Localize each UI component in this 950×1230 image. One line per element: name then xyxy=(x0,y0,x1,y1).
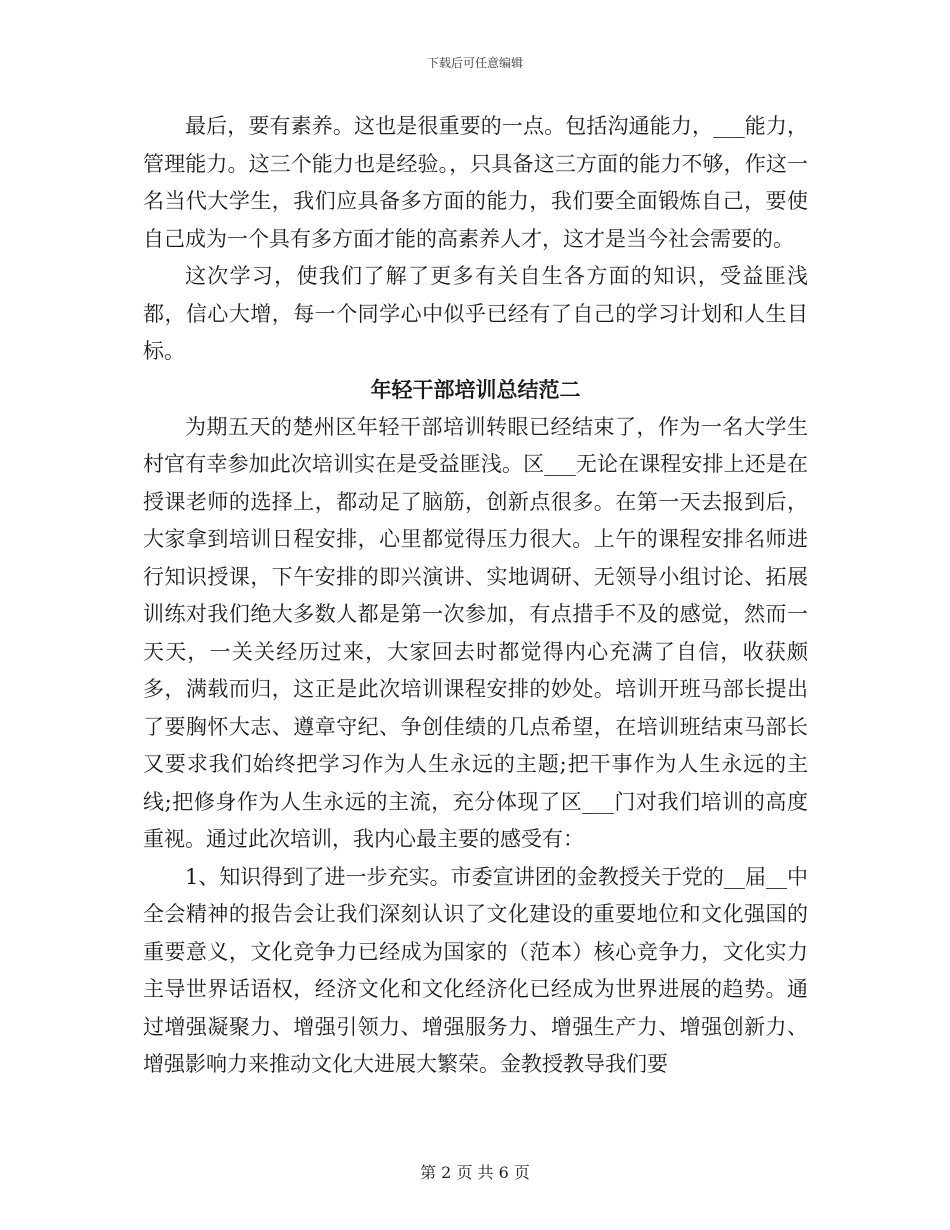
section-title: 年轻干部培训总结范二 xyxy=(370,377,581,402)
paragraph: 为期五天的楚州区年轻干部培训转眼已经结束了，作为一名大学生村官有幸参加此次培训实在是受益匪浅。区___无论在课程安排上还是在授课老师的选择上，都动足了脑筋，创新点很多。在第一天去报到后，大家拿到培训日程安排，心里都觉得压力很大。上午的课程安排名师进行知识授课，下午安排的即兴演讲、实地调研、无领导小组讨论、拓展训练对我们绝大多数人都是第一次参加，有点措手不及的感觉，然而一天天，一关关经历过来，大家回去时都觉得内心充满了自信，收获颇多，满载而归，这正是此次培训课程安排的妙处。培训开班马部长提出了要胸怀大志、遵章守纪、争创佳绩的几点希望，在培训班结束马部长又要求我们始终把学习作为人生永远的主题;把干事作为人生永远的主线;把修身作为人生永远的主流，充分体现了区___门对我们培训的高度重视。通过此次培训，我内心最主要的感受有： xyxy=(143,414,808,851)
document-body xyxy=(143,108,808,1084)
paragraph: 1、知识得到了进一步充实。市委宣讲团的金教授关于党的__届__中全会精神的报告会让我们深刻认识了文化建设的重要地位和文化强国的重要意义，文化竞争力已经成为国家的（范本）核心竞争力，文化实力主导世界话语权，经济文化和文化经济化已经成为世界进展的趋势。通过增强凝聚力、增强引领力、增强服务力、增强生产力、增强创新力、增强影响力来推动文化大进展大繁荣。金教授教导我们要 xyxy=(143,864,808,1076)
paragraph: 最后，要有素养。这也是很重要的一点。包括沟通能力，___能力，管理能力。这三个能力也是经验。，只具备这三方面的能力不够，作这一名当代大学生，我们应具备多方面的能力，我们要全面锻炼自己，要使自己成为一个具有多方面才能的高素养人才，这才是当今社会需要的。 xyxy=(143,114,808,251)
page-header: 下载后可任意编辑 xyxy=(426,56,523,70)
page-footer: 第 2 页 共 6 页 xyxy=(420,1163,530,1182)
paragraph: 这次学习，使我们了解了更多有关自生各方面的知识，受益匪浅都，信心大增，每一个同学心中似乎已经有了自己的学习计划和人生目标。 xyxy=(143,264,808,363)
